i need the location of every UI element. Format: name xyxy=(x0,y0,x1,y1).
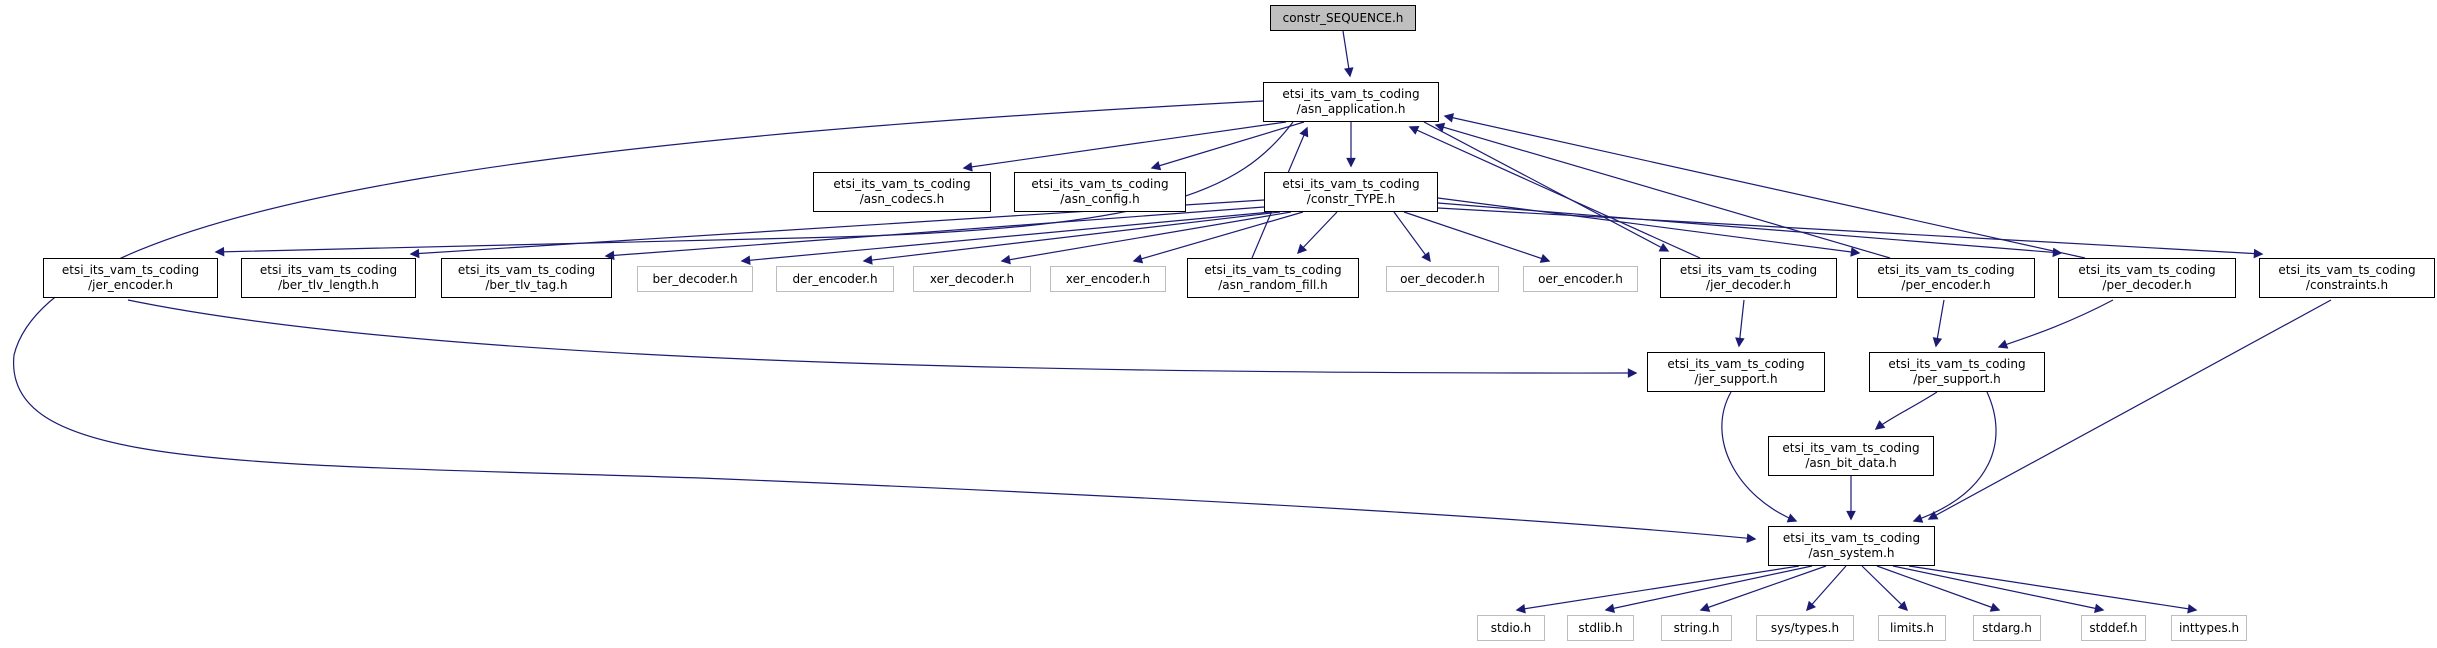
node-label: limits.h xyxy=(1889,620,1935,635)
node-label: etsi_its_vam_ts_coding xyxy=(1782,531,1921,545)
node-label: der_encoder.h xyxy=(792,271,878,286)
edge-constr_TYPE-ber_tlv_tag xyxy=(606,207,1264,256)
node-asn_random_fill[interactable] xyxy=(1187,258,1359,298)
node-label: /constr_TYPE.h xyxy=(1306,192,1396,206)
edge-per_encoder-per_support xyxy=(1936,300,1944,346)
node-label: etsi_its_vam_ts_coding xyxy=(1667,357,1805,371)
node-label: stdlib.h xyxy=(1578,620,1623,635)
edge-asn_system-stddef xyxy=(1893,566,2103,610)
node-asn_config[interactable] xyxy=(1014,172,1186,212)
node-label: /jer_decoder.h xyxy=(1706,278,1791,292)
node-constr_SEQUENCE xyxy=(1270,5,1416,31)
node-label: etsi_its_vam_ts_coding xyxy=(1204,263,1342,277)
edge-asn_system-stdlib xyxy=(1606,566,1812,610)
node-label: /ber_tlv_length.h xyxy=(278,278,379,292)
edge-asn_system-sys_types xyxy=(1807,566,1846,610)
edge-asn_system-string xyxy=(1701,566,1826,610)
node-limits xyxy=(1878,615,1946,641)
edge-constr_TYPE-per_decoder xyxy=(1438,203,2061,253)
node-label: stdio.h xyxy=(1490,620,1532,635)
node-jer_encoder[interactable] xyxy=(43,258,218,298)
node-label: /ber_tlv_tag.h xyxy=(485,278,568,292)
edge-per_decoder-per_support xyxy=(1999,300,2113,347)
edge-asn_application-asn_system xyxy=(14,101,1755,539)
edge-constr_TYPE-ber_decoder xyxy=(742,212,1271,261)
node-label: /per_decoder.h xyxy=(2102,278,2192,292)
edge-asn_system-stdarg xyxy=(1877,566,1999,610)
edge-per_encoder-asn_application xyxy=(1436,125,1890,258)
node-label: /asn_system.h xyxy=(1808,546,1895,560)
node-label: /per_support.h xyxy=(1913,372,2001,386)
node-xer_encoder xyxy=(1050,266,1166,292)
node-label: string.h xyxy=(1673,620,1720,635)
node-oer_encoder xyxy=(1523,266,1638,292)
node-label: etsi_its_vam_ts_coding xyxy=(833,177,971,191)
node-label: etsi_its_vam_ts_coding xyxy=(1679,263,1818,277)
node-jer_decoder[interactable] xyxy=(1660,258,1837,298)
node-label: /asn_bit_data.h xyxy=(1805,456,1897,470)
node-sys_types xyxy=(1756,615,1854,641)
edge-jer_decoder-asn_application xyxy=(1410,127,1700,258)
node-stdarg xyxy=(1973,615,2041,641)
edge-asn_system-inttypes xyxy=(1909,566,2196,610)
node-label: etsi_its_vam_ts_coding xyxy=(2278,263,2416,277)
edge-constr_TYPE-constraints xyxy=(1438,208,2262,254)
node-der_encoder xyxy=(776,266,894,292)
node-xer_decoder xyxy=(913,266,1031,292)
node-label: stddef.h xyxy=(2089,620,2138,635)
node-label: xer_decoder.h xyxy=(929,271,1015,286)
node-label: /constraints.h xyxy=(2305,278,2389,292)
node-label: etsi_its_vam_ts_coding xyxy=(457,263,596,277)
node-label: ber_decoder.h xyxy=(652,271,738,286)
node-label: etsi_its_vam_ts_coding xyxy=(1877,263,2015,277)
edge-asn_system-stdio xyxy=(1517,566,1799,610)
edge-jer_decoder-jer_support xyxy=(1739,300,1744,346)
node-label: etsi_its_vam_ts_coding xyxy=(1031,177,1169,191)
node-label: /jer_encoder.h xyxy=(88,278,173,292)
node-constraints[interactable] xyxy=(2259,258,2435,298)
node-asn_application[interactable] xyxy=(1263,82,1439,122)
edge-constr_SEQUENCE-asn_application xyxy=(1343,31,1350,76)
node-stdlib xyxy=(1567,615,1634,641)
edge-per_support-asn_bit_data xyxy=(1876,392,1937,429)
node-label: /jer_support.h xyxy=(1694,372,1778,386)
node-label: etsi_its_vam_ts_coding xyxy=(2078,263,2216,277)
edge-per_decoder-asn_application xyxy=(1445,116,2085,258)
node-stdio xyxy=(1477,615,1545,641)
node-label: constr_SEQUENCE.h xyxy=(1282,10,1404,25)
node-label: oer_decoder.h xyxy=(1400,271,1485,286)
node-label: stdarg.h xyxy=(1982,620,2032,635)
edge-constr_TYPE-asn_random_fill xyxy=(1298,212,1337,253)
node-label: etsi_its_vam_ts_coding xyxy=(259,263,398,277)
node-label: xer_encoder.h xyxy=(1065,271,1151,286)
node-asn_bit_data[interactable] xyxy=(1768,436,1934,476)
node-per_support[interactable] xyxy=(1869,352,2045,392)
node-inttypes xyxy=(2171,615,2247,641)
node-label: /asn_application.h xyxy=(1296,102,1406,116)
node-label: etsi_its_vam_ts_coding xyxy=(61,263,200,277)
node-ber_tlv_length[interactable] xyxy=(241,258,416,298)
edge-constr_TYPE-xer_decoder xyxy=(1002,212,1291,261)
node-label: /per_encoder.h xyxy=(1901,278,1991,292)
node-per_encoder[interactable] xyxy=(1857,258,2035,298)
node-jer_support[interactable] xyxy=(1647,352,1825,392)
node-asn_system[interactable] xyxy=(1768,526,1935,566)
edge-constraints-asn_system xyxy=(1929,300,2331,519)
node-constr_TYPE[interactable] xyxy=(1264,172,1438,212)
node-asn_codecs[interactable] xyxy=(813,172,991,212)
edge-jer_encoder-jer_support xyxy=(128,300,1636,373)
node-label: inttypes.h xyxy=(2178,620,2240,635)
node-oer_decoder xyxy=(1386,266,1499,292)
node-label: etsi_its_vam_ts_coding xyxy=(1282,177,1420,191)
node-ber_tlv_tag[interactable] xyxy=(441,258,612,298)
node-label: etsi_its_vam_ts_coding xyxy=(1282,87,1420,101)
node-string xyxy=(1661,615,1732,641)
node-label: oer_encoder.h xyxy=(1538,271,1623,286)
node-label: etsi_its_vam_ts_coding xyxy=(1782,441,1920,455)
node-label: /asn_codecs.h xyxy=(859,192,945,206)
node-ber_decoder xyxy=(637,266,753,292)
node-label: /asn_config.h xyxy=(1060,192,1140,206)
node-label: /asn_random_fill.h xyxy=(1218,278,1328,292)
edge-asn_application-asn_codecs xyxy=(964,122,1286,168)
edge-asn_application-asn_config xyxy=(1152,122,1304,168)
node-label: etsi_its_vam_ts_coding xyxy=(1888,357,2026,371)
edge-constr_TYPE-oer_encoder xyxy=(1404,212,1549,261)
edge-asn_system-limits xyxy=(1862,566,1907,610)
node-stddef xyxy=(2081,615,2146,641)
node-label: sys/types.h xyxy=(1770,620,1840,635)
node-per_decoder[interactable] xyxy=(2058,258,2236,298)
